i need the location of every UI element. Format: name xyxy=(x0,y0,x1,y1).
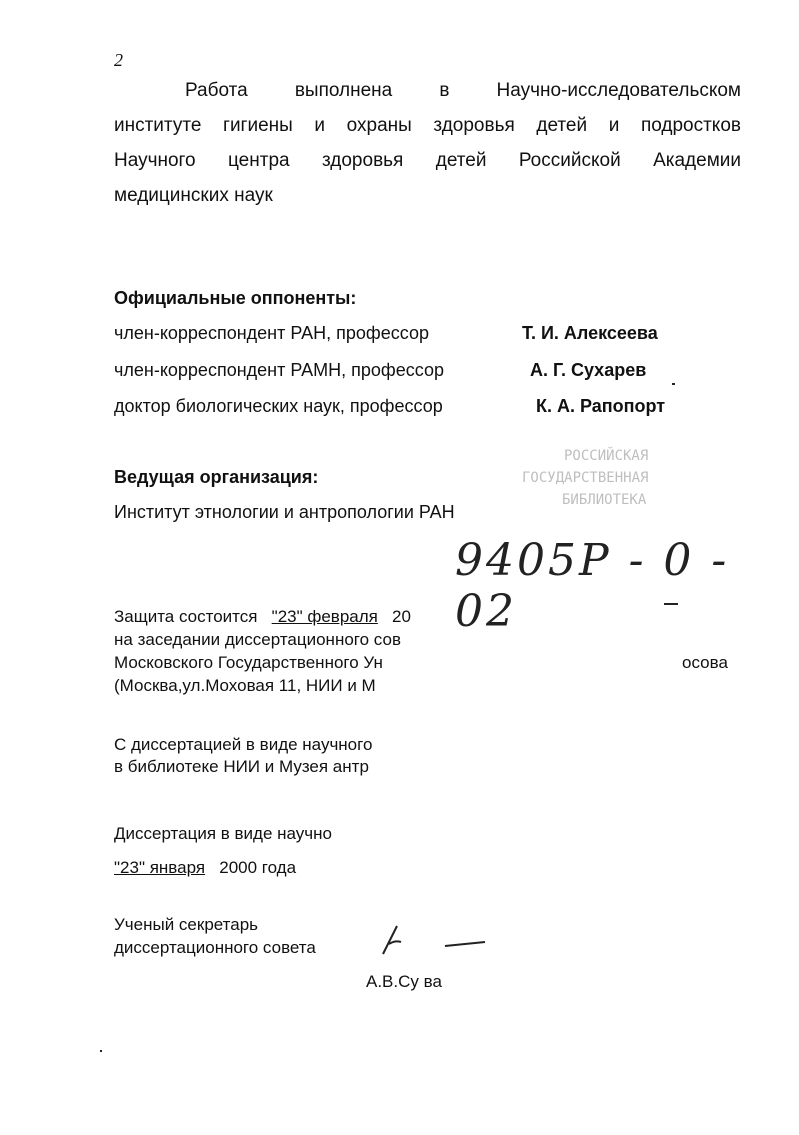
signature xyxy=(375,918,495,960)
scan-speck xyxy=(672,383,675,385)
sent-line-2 xyxy=(114,858,296,878)
sent-line-1: Диссертация в виде научно xyxy=(114,824,332,843)
scan-speck xyxy=(664,603,678,605)
defense-line-1 xyxy=(114,607,411,627)
library-line-2: в библиотеке НИИ и Музея антр xyxy=(114,757,369,776)
opponents-heading: Официальные оппоненты: xyxy=(114,288,357,308)
defense-line-2: на заседании диссертационного сов xyxy=(114,630,401,649)
scan-speck xyxy=(100,1050,102,1052)
defense-year: 20 xyxy=(392,607,411,626)
defense-line-3-right: осова xyxy=(682,653,728,672)
lead-org-heading: Ведущая организация: xyxy=(114,467,319,487)
stamp-line-1: РОССИЙСКАЯ xyxy=(564,448,649,464)
defense-date: "23" февраля xyxy=(271,607,378,626)
opponent-1-title: член-корреспондент РАН, профессор xyxy=(114,323,429,343)
stamp-line-3: БИБЛИОТЕКА xyxy=(562,492,647,508)
opponent-2-name: А. Г. Сухарев xyxy=(530,360,647,380)
intro-line-4: медицинских наук xyxy=(114,185,273,206)
opponent-3-title: доктор биологических наук, профессор xyxy=(114,396,443,416)
opponent-3-name: К. А. Рапопорт xyxy=(536,396,666,416)
secretary-line-2: диссертационного совета xyxy=(114,938,316,957)
secretary-line-1: Ученый секретарь xyxy=(114,915,259,934)
handwritten-code: 9405Р - 0 - 02 xyxy=(455,535,730,637)
page-number: 2 xyxy=(114,50,123,70)
defense-line-4: (Москва,ул.Моховая 11, НИИ и М xyxy=(114,676,376,695)
sent-date: "23" января xyxy=(114,858,206,877)
intro-line-2: институте гигиены и охраны здоровья детей и подростков xyxy=(114,115,741,136)
lead-org-name: Институт этнологии и антропологии РАН xyxy=(114,502,455,522)
opponent-2-title: член-корреспондент РАМН, профессор xyxy=(114,360,444,380)
secretary-name: А.В.Су ва xyxy=(366,972,442,991)
defense-prefix: Защита состоится xyxy=(114,607,258,626)
opponent-1-name: Т. И. Алексеева xyxy=(522,323,658,343)
defense-line-3-left: Московского Государственного Ун xyxy=(114,653,383,672)
intro-line-3: Научного центра здоровья детей Российской Академии xyxy=(114,150,741,171)
intro-line-1: Работа выполнена в Научно-исследовательском xyxy=(185,80,741,101)
stamp-line-2: ГОСУДАРСТВЕННАЯ xyxy=(522,470,649,486)
library-stamp xyxy=(516,440,716,520)
sent-year: 2000 года xyxy=(219,858,297,877)
library-line-1: С диссертацией в виде научного xyxy=(114,735,373,754)
